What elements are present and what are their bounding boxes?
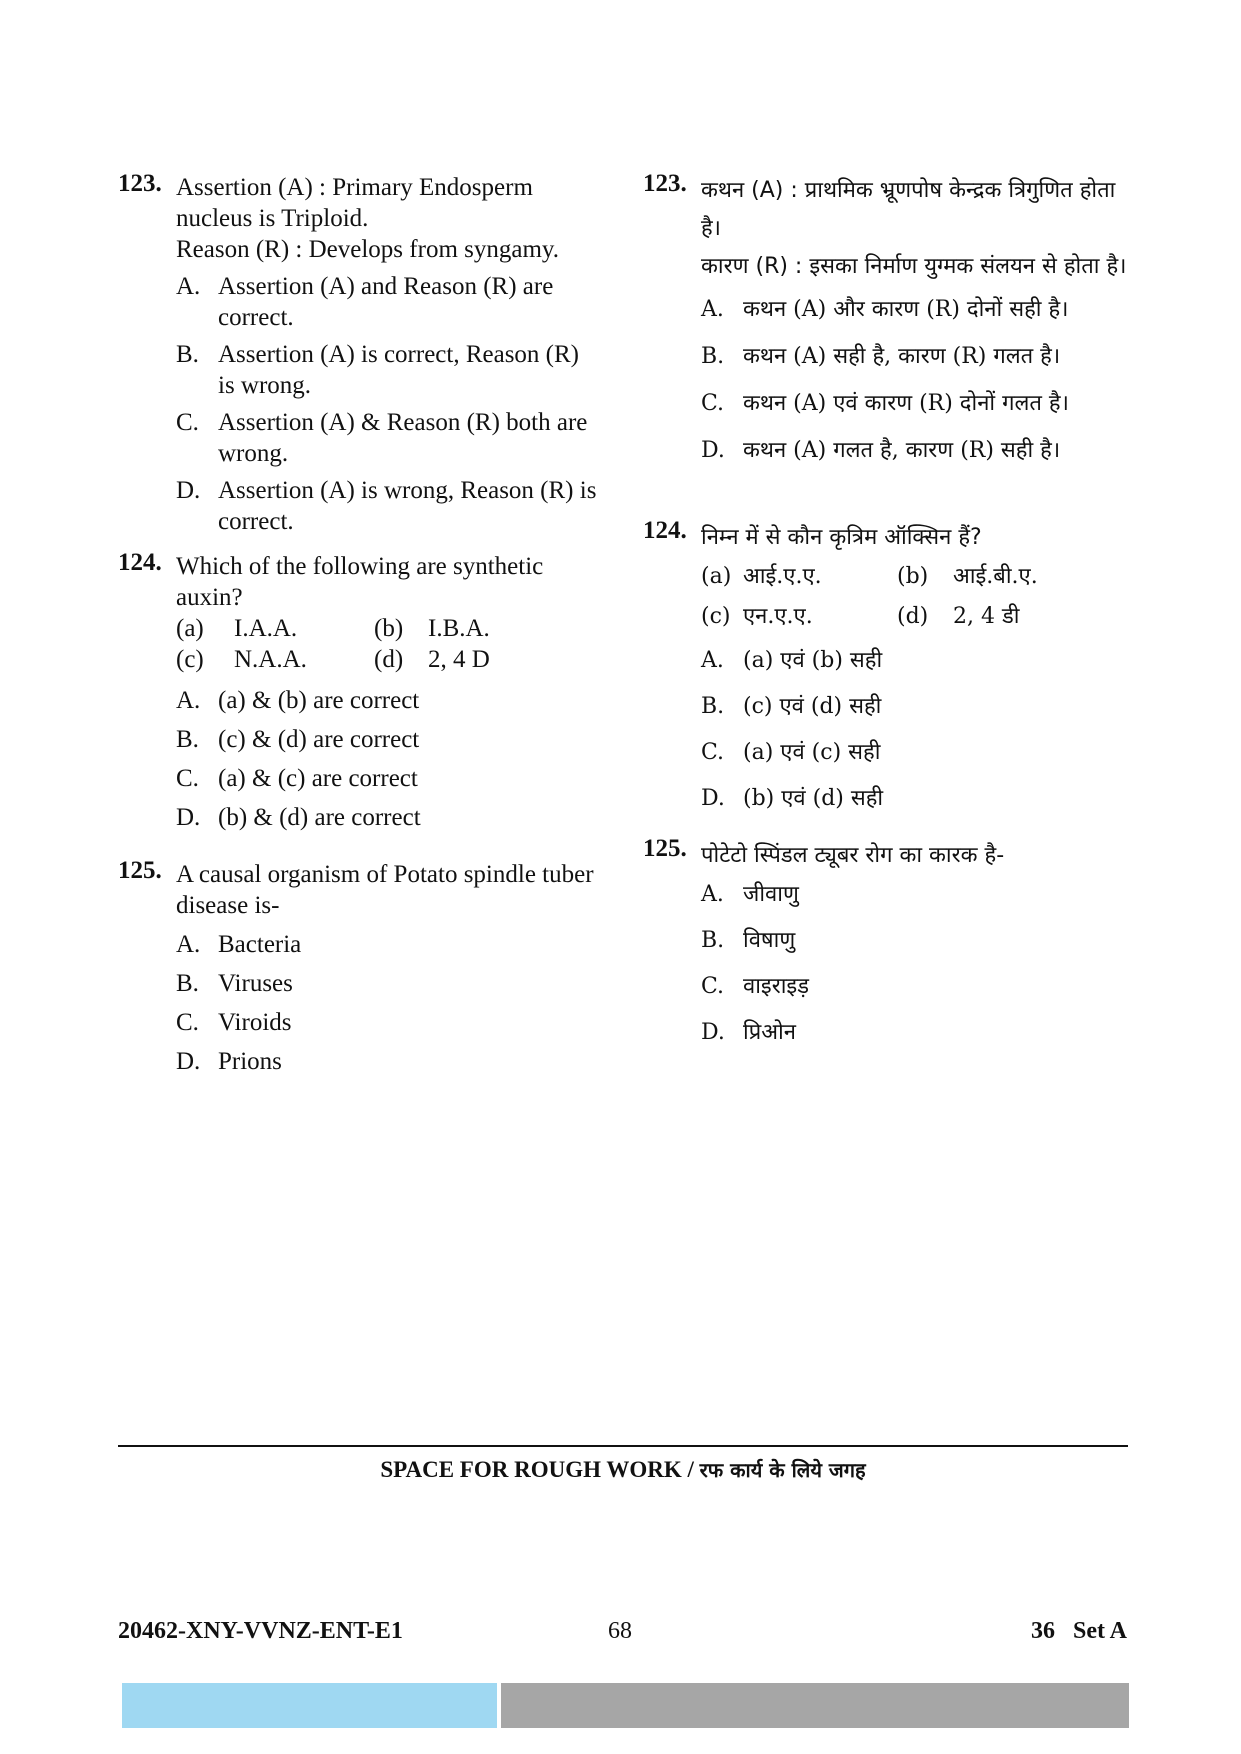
question-125-hi <box>643 837 1143 1049</box>
option-a: A. Bacteria <box>176 931 302 958</box>
rough-work-heading <box>118 1456 1128 1483</box>
question-stem: A causal organism of Potato spindle tuber disease is- <box>176 861 594 919</box>
option-c: C. Assertion (A) & Reason (R) both are wrong. <box>176 409 588 467</box>
option-a: A. (a) एवं (b) सही <box>701 648 883 673</box>
question-reason: कारण (R) : इसका निर्माण युग्मक संलयन से होता है। <box>701 254 1127 279</box>
option-c: C. कथन (A) एवं कारण (R) दोनों गलत है। <box>701 391 1069 416</box>
question-number: 124. <box>118 549 162 576</box>
footer-bar-blue <box>122 1683 497 1728</box>
question-number: 125. <box>118 857 162 884</box>
option-b: B. Assertion (A) is correct, Reason (R) is wrong. <box>176 341 580 399</box>
question-number: 124. <box>643 517 687 544</box>
question-125-en <box>118 859 598 1077</box>
option-b: B. (c) & (d) are correct <box>176 726 420 753</box>
question-stem: Which of the following are synthetic auxin? <box>176 553 544 611</box>
question-123-hi <box>643 172 1143 467</box>
option-c: C. Viroids <box>176 1009 292 1036</box>
question-124-en <box>118 551 598 833</box>
option-d: D. Prions <box>176 1048 282 1075</box>
footer-bar-gray <box>501 1683 1129 1728</box>
question-reason: Reason (R) : Develops from syngamy. <box>176 236 560 263</box>
question-stem: कथन (A) : प्राथमिक भ्रूणपोष केन्द्रक त्रिगुणित होता है। <box>701 178 1116 241</box>
option-c: C. (a) एवं (c) सही <box>701 740 881 765</box>
option-d: D. (b) एवं (d) सही <box>701 786 884 811</box>
option-d: D. कथन (A) गलत है, कारण (R) सही है। <box>701 438 1061 463</box>
question-stem: निम्न में से कौन कृत्रिम ऑक्सिन हैं? <box>701 525 982 550</box>
option-c: C. (a) & (c) are correct <box>176 765 418 792</box>
question-124-hi <box>643 519 1143 815</box>
option-b: B. Viruses <box>176 970 293 997</box>
option-d: D. (b) & (d) are correct <box>176 804 421 831</box>
rough-work-hindi: रफ कार्य के लिये जगह <box>699 1458 866 1482</box>
option-a: A. Assertion (A) and Reason (R) are correct. <box>176 273 554 331</box>
english-column <box>118 172 598 1077</box>
question-number: 123. <box>643 170 687 197</box>
question-number: 125. <box>643 835 687 862</box>
hindi-column <box>643 172 1143 1049</box>
question-number: 123. <box>118 170 162 197</box>
sub-items: (a) आई.ए.ए. (b) आई.बी.ए. (c) एन.ए.ए. (d) 2, 4 डी <box>701 564 1038 629</box>
option-d: D. प्रिओन <box>701 1020 796 1045</box>
question-stem: Assertion (A) : Primary Endosperm nucleus is Triploid. <box>176 174 533 232</box>
footer-page-number: 68 <box>608 1618 632 1644</box>
option-c: C. वाइराइड़ <box>701 974 810 999</box>
question-stem: पोटेटो स्पिंडल ट्यूबर रोग का कारक है- <box>701 843 1005 868</box>
footer-set-label: 36 Set A <box>1031 1618 1127 1644</box>
option-a: A. जीवाणु <box>701 882 799 907</box>
rough-work-english: SPACE FOR ROUGH WORK / <box>380 1457 694 1482</box>
footer-paper-code: 20462-XNY-VVNZ-ENT-E1 <box>118 1618 403 1644</box>
option-a: A. कथन (A) और कारण (R) दोनों सही है। <box>701 297 1069 322</box>
option-a: A. (a) & (b) are correct <box>176 687 420 714</box>
option-b: B. कथन (A) सही है, कारण (R) गलत है। <box>701 344 1061 369</box>
option-d: D. Assertion (A) is wrong, Reason (R) is correct. <box>176 477 597 535</box>
sub-items: (a) I.A.A. (b) I.B.A. (c) N.A.A. (d) 2, 4 D <box>176 615 490 673</box>
option-b: B. (c) एवं (d) सही <box>701 694 882 719</box>
option-b: B. विषाणु <box>701 928 796 953</box>
rough-work-divider <box>118 1445 1128 1447</box>
question-123-en <box>118 172 598 537</box>
